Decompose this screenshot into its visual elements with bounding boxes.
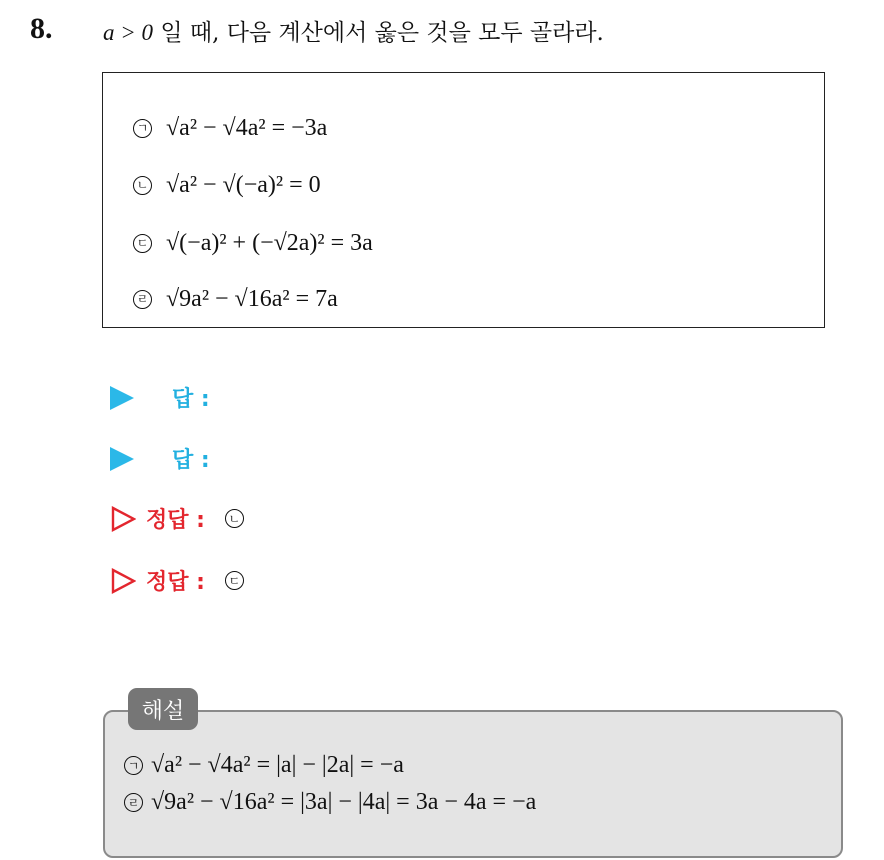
explanation-tab: 해설 xyxy=(128,688,198,730)
choice-mark: ㄱ xyxy=(133,119,152,138)
play-icon xyxy=(110,386,134,410)
choices-box xyxy=(102,72,825,328)
choice-item xyxy=(133,223,373,263)
correct-answer-label: 정답 : xyxy=(146,570,205,595)
play-icon xyxy=(110,447,134,471)
choice-mark: ㄴ xyxy=(133,176,152,195)
choice-item xyxy=(133,279,338,319)
explanation-mark: ㄹ xyxy=(124,793,143,812)
choice-item xyxy=(133,165,321,205)
choice-mark: ㄷ xyxy=(133,234,152,253)
correct-answer-row xyxy=(110,565,244,596)
explanation-formula: √9a² − √16a² = |3a| − |4a| = 3a − 4a = −a xyxy=(151,789,537,815)
explanation-line xyxy=(124,752,404,779)
question-body: 일 때, 다음 계산에서 옳은 것을 모두 골라라. xyxy=(153,20,604,46)
answer-row xyxy=(110,443,210,474)
choice-formula: √a² − √4a² = −3a xyxy=(166,114,328,141)
question-number: 8. xyxy=(30,12,53,45)
correct-answer-label: 정답 : xyxy=(146,508,205,533)
question-condition: a > 0 xyxy=(103,20,154,45)
choice-mark: ㄹ xyxy=(133,290,152,309)
question-text xyxy=(103,14,604,47)
correct-answer-value: ㄷ xyxy=(225,571,244,590)
choice-formula: √9a² − √16a² = 7a xyxy=(166,285,338,312)
triangle-outline-icon xyxy=(110,506,136,532)
explanation-box xyxy=(103,710,843,858)
explanation-formula: √a² − √4a² = |a| − |2a| = −a xyxy=(151,752,404,778)
answer-row xyxy=(110,382,210,413)
explanation-line xyxy=(124,789,536,816)
choice-formula: √(−a)² + (−√2a)² = 3a xyxy=(166,229,373,256)
correct-answer-value: ㄴ xyxy=(225,509,244,528)
correct-answer-row xyxy=(110,503,244,534)
answer-label: 답 : xyxy=(172,387,210,412)
triangle-outline-icon xyxy=(110,568,136,594)
answer-label: 답 : xyxy=(172,448,210,473)
choice-item xyxy=(133,108,327,148)
explanation-mark: ㄱ xyxy=(124,756,143,775)
choice-formula: √a² − √(−a)² = 0 xyxy=(166,171,321,198)
